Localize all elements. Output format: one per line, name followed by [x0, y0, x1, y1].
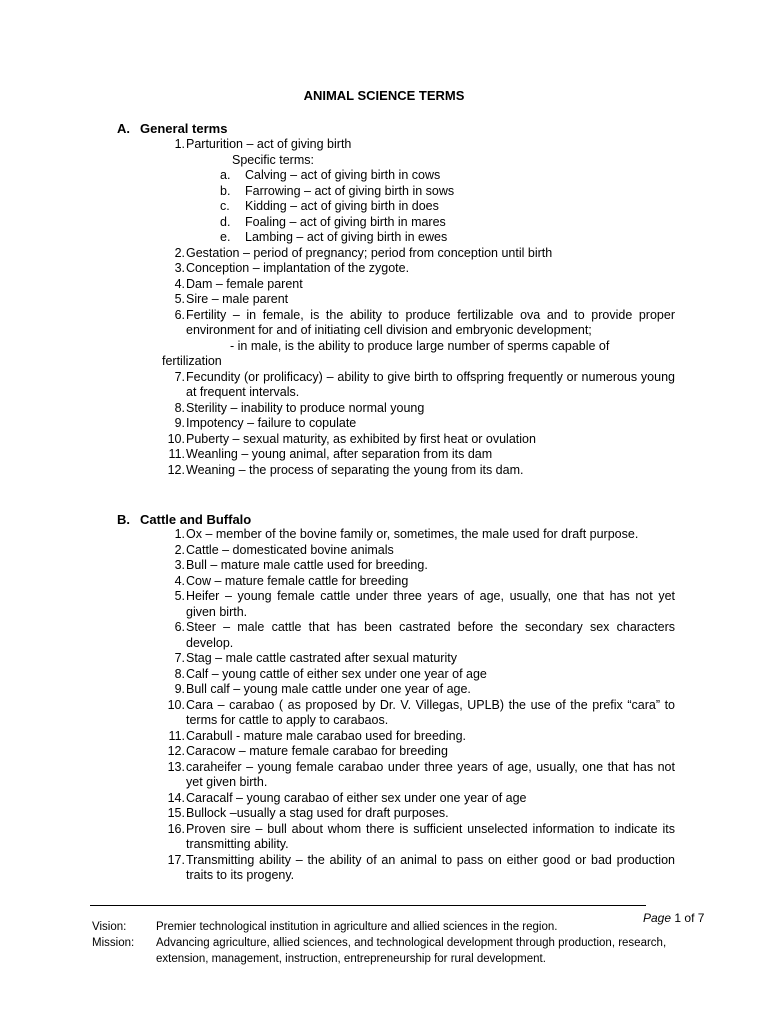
page-title: ANIMAL SCIENCE TERMS [303, 88, 465, 103]
item-text: Weanling – young animal, after separation from its dam [186, 447, 493, 461]
sub-item-text: Kidding – act of giving birth in does [245, 199, 439, 213]
item-number: 9. [174, 682, 185, 696]
list-item [160, 416, 675, 432]
list-item [160, 277, 675, 293]
fertility-male-text: - in male, is the ability to produce large number of sperms capable of [230, 338, 610, 353]
item-number: 8. [174, 400, 185, 415]
item-number: 10. [167, 697, 185, 712]
section-b-heading [117, 512, 251, 528]
sub-item [160, 230, 675, 246]
item-text: Parturition – act of giving birth [186, 137, 352, 151]
page-total: of 7 [684, 911, 705, 925]
item-number: 3. [174, 558, 185, 572]
item-number: 8. [174, 666, 185, 681]
item-text: Conception – implantation of the zygote. [186, 261, 410, 275]
sub-item [160, 168, 675, 184]
section-b-letter: B. [117, 512, 130, 527]
item-number: 2. [174, 542, 185, 557]
list-item [160, 447, 675, 463]
sub-item-letter: a. [220, 168, 231, 182]
sub-item [160, 184, 675, 200]
list-item [160, 370, 675, 401]
item-text: Cattle – domesticated bovine animals [186, 542, 394, 557]
item-number: 9. [174, 416, 185, 430]
item-number: 2. [174, 245, 185, 260]
item-text: Proven sire – bull about whom there is sufficient unselected information to indicate its transmitting ability. [186, 821, 675, 851]
item-text: Caracalf – young carabao of either sex under one year of age [186, 790, 527, 805]
list-item [160, 667, 675, 683]
fertility-male-continued: fertilization [162, 354, 222, 368]
list-item [160, 543, 675, 559]
item-text: Cow – mature female cattle for breeding [186, 573, 409, 588]
item-number: 6. [174, 620, 185, 634]
item-text: Heifer – young female cattle under three years of age, usually, one that has not yet given birth. [186, 589, 675, 619]
sub-item-text: Lambing – act of giving birth in ewes [245, 230, 448, 244]
item-text: Sire – male parent [186, 292, 289, 306]
list-item [160, 853, 675, 884]
mission-label: Mission: [92, 937, 135, 949]
vision-row [92, 919, 676, 935]
section-a-heading [117, 121, 227, 137]
item-text: Stag – male cattle castrated after sexual maturity [186, 651, 457, 665]
list-item [160, 308, 675, 339]
list-item [160, 574, 675, 590]
list-item [160, 137, 675, 153]
item-number: 11. [168, 447, 185, 461]
item-text: Gestation – period of pregnancy; period from conception until birth [186, 245, 553, 260]
item-text: Bull calf – young male cattle under one year of age. [186, 682, 471, 696]
item-text: Fecundity (or prolificacy) – ability to give birth to offspring frequently or numerous young at frequent intervals. [186, 369, 675, 399]
vision-label: Vision: [92, 921, 127, 933]
item-number: 10. [167, 431, 185, 446]
item-number: 1. [174, 137, 185, 151]
mission-text: Advancing agriculture, allied sciences, and technological development through production, research, extension, management, instruction, entrepreneurship for rural development. [156, 937, 667, 965]
item-text: Transmitting ability – the ability of an animal to pass on either good or bad production traits to its progeny. [186, 852, 675, 882]
list-item [160, 651, 675, 667]
specific-terms-label: Specific terms: [232, 152, 314, 167]
item-number: 6. [174, 307, 185, 322]
list-item [160, 682, 675, 698]
page-current: 1 [674, 911, 682, 925]
sub-item-letter: b. [220, 183, 231, 198]
sub-item-letter: d. [220, 214, 231, 229]
item-number: 5. [174, 589, 185, 603]
item-text: Calf – young cattle of either sex under one year of age [186, 666, 487, 681]
list-item [160, 527, 675, 543]
item-text: Weaning – the process of separating the young from its dam. [186, 462, 524, 477]
list-item [160, 806, 675, 822]
section-a-letter: A. [117, 121, 130, 136]
list-item [160, 589, 675, 620]
list-item [160, 432, 675, 448]
sub-item [160, 199, 675, 215]
vision-text: Premier technological institution in agriculture and allied sciences in the region. [156, 921, 558, 933]
item-text: Bullock –usually a stag used for draft purposes. [186, 806, 449, 820]
sub-item-text: Foaling – act of giving birth in mares [245, 214, 446, 229]
list-item [160, 261, 675, 277]
list-item [160, 292, 675, 308]
item-number: 7. [174, 369, 185, 384]
sub-item-text: Calving – act of giving birth in cows [245, 168, 441, 182]
item-text: Cara – carabao ( as proposed by Dr. V. Villegas, UPLB) the use of the prefix “cara” to terms for cattle to apply to carabaos. [186, 697, 675, 727]
sub-item-text: Farrowing – act of giving birth in sows [245, 183, 455, 198]
list-item [160, 760, 675, 791]
list-item [160, 698, 675, 729]
item-number: 7. [174, 651, 185, 665]
item-text: caraheifer – young female carabao under three years of age, usually, one that has not yet given birth. [186, 759, 675, 789]
item-text: Sterility – inability to produce normal young [186, 400, 425, 415]
item-text: Ox – member of the bovine family or, sometimes, the male used for draft purpose. [186, 527, 639, 541]
item-text: Fertility – in female, is the ability to produce fertilizable ova and to provide proper environment for and of initiating cell division and embryonic development; [186, 307, 675, 337]
sub-item [160, 215, 675, 231]
list-item [160, 401, 675, 417]
item-number: 12. [167, 744, 185, 758]
item-number: 17. [167, 852, 185, 867]
list-item [160, 620, 675, 651]
list-item [160, 463, 675, 479]
mission-row [92, 935, 676, 967]
item-number: 3. [174, 261, 185, 275]
item-number: 12. [167, 462, 185, 477]
item-text: Steer – male cattle that has been castrated before the secondary sex characters develop. [186, 620, 675, 650]
item-number: 14. [167, 790, 185, 805]
cattle-buffalo-list [160, 527, 675, 884]
list-item [160, 791, 675, 807]
item-text: Dam – female parent [186, 276, 303, 291]
item-number: 13. [167, 759, 185, 774]
section-a-title: General terms [140, 121, 228, 136]
list-item [160, 744, 675, 760]
footer [92, 919, 676, 967]
item-number: 5. [174, 292, 185, 306]
item-text: Carabull - mature male carabao used for breeding. [186, 728, 467, 743]
item-text: Bull – mature male cattle used for breeding. [186, 558, 428, 572]
item-number: 15. [167, 806, 185, 820]
footer-divider [90, 905, 646, 906]
item-text: Caracow – mature female carabao for breeding [186, 744, 448, 758]
list-item [160, 729, 675, 745]
item-number: 11. [168, 728, 185, 743]
sub-item-letter: c. [220, 199, 230, 213]
item-text: Puberty – sexual maturity, as exhibited by first heat or ovulation [186, 431, 536, 446]
list-item [160, 558, 675, 574]
item-number: 4. [174, 276, 185, 291]
page-word: Page [643, 911, 672, 925]
general-terms-list [160, 137, 675, 478]
section-b-title: Cattle and Buffalo [140, 512, 252, 527]
item-number: 16. [167, 821, 185, 836]
list-item [160, 822, 675, 853]
item-number: 4. [174, 573, 185, 588]
sub-item-letter: e. [220, 230, 231, 244]
item-number: 1. [174, 527, 185, 541]
item-text: Impotency – failure to copulate [186, 416, 357, 430]
list-item [160, 246, 675, 262]
